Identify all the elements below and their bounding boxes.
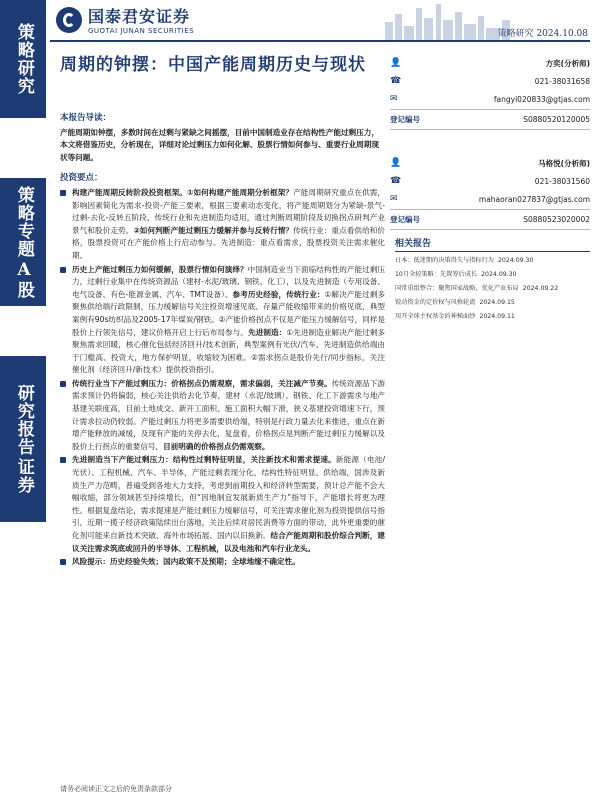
phone-icon: ☎ <box>390 176 402 186</box>
key-point: 历史上产能过剩压力如何缓解，股票行情如何演绎？中国制造业当下面临结构性的产能过剩压力，过剩行业集中在传统资源品（建材-水泥/玻璃、钢铁、化工），以及先进制造（专用设备、电气设备、有色-能源金属、汽车、TMT设备）。参考历史经验，传统行业：①解决产能过剩多聚焦供给端行政限制，压力缓解信号关注投资增速见底、存量产能收缩带来的价格见底，典型案例有90s纺织品及2005-17年煤炭/钢铁。②产能价格拐点不仅是产能压力缓解信号，同样是股价上行领先信号，建议价格开启上行后布局参与。先进制造：①先进制造业解决产能过剩多聚焦需求回暖，核心催化包括经济回升/技术创新，典型案例有光伏/汽车，先进制造供给端由于门槛高、投资大，地方保护明显，收缩较为困难。②需求拐点是股价先行/同步指标，关注催化剂（经济回升/新技术）提供投资指引。 <box>60 264 385 377</box>
report-type-date: 策略研究 2024.10.08 <box>497 29 588 39</box>
email-icon: ✉ <box>390 94 398 104</box>
divider <box>390 209 590 210</box>
logo-icon <box>56 7 82 33</box>
analyst-phone: 021-38031658 <box>534 76 590 86</box>
key-point: 先进制造当下产能过剩压力：结构性过剩特征明显，关注新技术和需求提速。新能源（电池/光伏）、工程机械、汽车、半导体，产能过剩表现分化，结构性特征明显。供给端，国涉及新质生产力范畴，普遍受到各地大力支持，考虑到前期投入和经济转型需要，预计总产能不会大幅收缩，部分领域甚至持续增长，但“因地制宜发展新质生产力”指导下，产能增长将更为理性。根据复盘结论，需求提速是产能过剩压力缓解信号，可关注需求催化剂为投资提供信号指引，近期一揽子经济政策陆续出台落地，关注后续对居民消费等方面的带动，此外更重要的催化剂可能来自新技术突破、海外市场拓展、国内以旧换新。结合产能周期和股价综合判断，建议关注需求筑底或回升的半导体、工程机械，以及电池和汽车行业龙头。 <box>60 454 385 555</box>
summary-heading: 投资要点： <box>60 173 103 184</box>
registration-number: S0880523020002 <box>523 214 590 224</box>
guide-heading: 本报告导读： <box>60 113 112 123</box>
sidebar <box>0 0 50 800</box>
related-reports <box>395 236 590 322</box>
divider <box>390 229 590 230</box>
analyst-email[interactable]: fangyi020833@gtjas.com <box>493 94 590 104</box>
analyst-panel <box>390 55 590 255</box>
report-title: 周期的钟摆：中国产能周期历史与现状 <box>60 55 366 75</box>
analyst-email[interactable]: mahaoran027837@gtjas.com <box>478 194 590 204</box>
sidebar-label-ashare: A股 <box>13 259 34 299</box>
divider <box>390 129 590 130</box>
related-report-item[interactable]: 锐动资金的定价权与风格轮流 2024.09.15 <box>395 299 515 306</box>
sidebar-label-securities: 证券 <box>13 458 34 494</box>
logo-english: GUOTAI JUNAN SECURITIES <box>88 27 195 35</box>
registration-number: S0880520120005 <box>523 114 590 124</box>
analyst-name: 马格悦(分析师) <box>538 158 590 168</box>
registration-label: 登记编号 <box>390 214 420 224</box>
logo-chinese: 国泰君安证券 <box>88 7 191 26</box>
analyst-phone: 021-38031560 <box>534 176 590 186</box>
key-point: 传统行业当下产能过剩压力：价格拐点仍需观察，需求偏弱，关注减产节奏。传统资源品下游需求预计仍将偏弱，核心关注供给去化节奏，建材（水泥/玻璃）、钢铁、化工下游需求与地产基建关联度高，目前土地成交、新开工面积、施工面积大幅下滑，狭义基建投资增速下行，预计需求拉动仍较弱。产能过剩压力将更多需要供给端，特别是行政力量去化来推进，重点在新增产能释放的减缓，及现有产能的关停去化，复盘看，价格拐点是判断产能过剩压力缓解以及股价上行拐点的重要信号，目前明确的价格拐点仍需观察。 <box>60 378 385 454</box>
related-report-item[interactable]: 10月全较策略：先置筹后成长 2024.09.30 <box>395 271 517 278</box>
risk-warning: 风险提示：历史经验失效；国内政策不及预期；全球地缘不确定性。 <box>60 556 385 569</box>
analyst-card <box>390 55 590 155</box>
sidebar-label-topic: 策略专题 <box>13 185 34 258</box>
sidebar-label-research: 研究报告 <box>13 384 34 456</box>
guide-text: 产能周期如钟摆，多数时间在过剩与紧缺之间摇摆，目前中国制造业存在结构性产能过剩压力，本文将借鉴历史，分析现在，详细对论过剩压力如何化解、股票行情如何参与、重要行业周期现状等问题。 <box>60 127 379 162</box>
related-report-item[interactable]: 用开全球主权基金的神秘面纱 2024.09.11 <box>395 313 515 320</box>
main-content <box>60 112 385 570</box>
disclaimer-footer: 请务必阅读正文之后的免责条款部分 <box>60 785 172 793</box>
divider <box>390 109 590 110</box>
related-report-item[interactable]: 日本：低迷期的决策得失与指标行为 2024.09.30 <box>395 257 534 264</box>
analyst-name: 方奕(分析师) <box>545 58 590 68</box>
email-icon: ✉ <box>390 194 398 204</box>
sidebar-block-ashare <box>0 178 46 306</box>
sidebar-label-strategy: 策略研究 <box>13 23 34 95</box>
person-icon: 👤 <box>390 158 402 168</box>
company-logo <box>56 4 194 35</box>
key-point: 构建产能周期反转阶段投资框架。①如何构建产能周期分析框架？产能周期研究重点在供需，影响因素简化为需求-投资-产能三要素，根据三要素动态变化，将产能周期划分为紧缺-景气-过剩-去化-反转五阶段，传统行业和先进制造均适用，通过判断周期阶段及切换拐点研判产业景气和股价走势。②如何判断产能过剩压力缓解并参与反转行情？传统行业：重点看供给和价格，股票投资可在产能价格上行启动参与。先进制造：重点看需求，股票投资关注需求催化期。 <box>60 187 385 263</box>
person-icon: 👤 <box>390 58 402 68</box>
sidebar-block-strategy <box>0 0 46 118</box>
sidebar-block-report <box>0 356 46 522</box>
related-reports-title: 相关报告 <box>395 236 590 252</box>
phone-icon: ☎ <box>390 76 402 86</box>
related-report-item[interactable]: 国常重组整合：聚焦国家战略，优化产业布局 2024.09.22 <box>395 285 559 292</box>
registration-label: 登记编号 <box>390 114 420 124</box>
header <box>50 0 600 40</box>
header-divider <box>50 40 590 42</box>
